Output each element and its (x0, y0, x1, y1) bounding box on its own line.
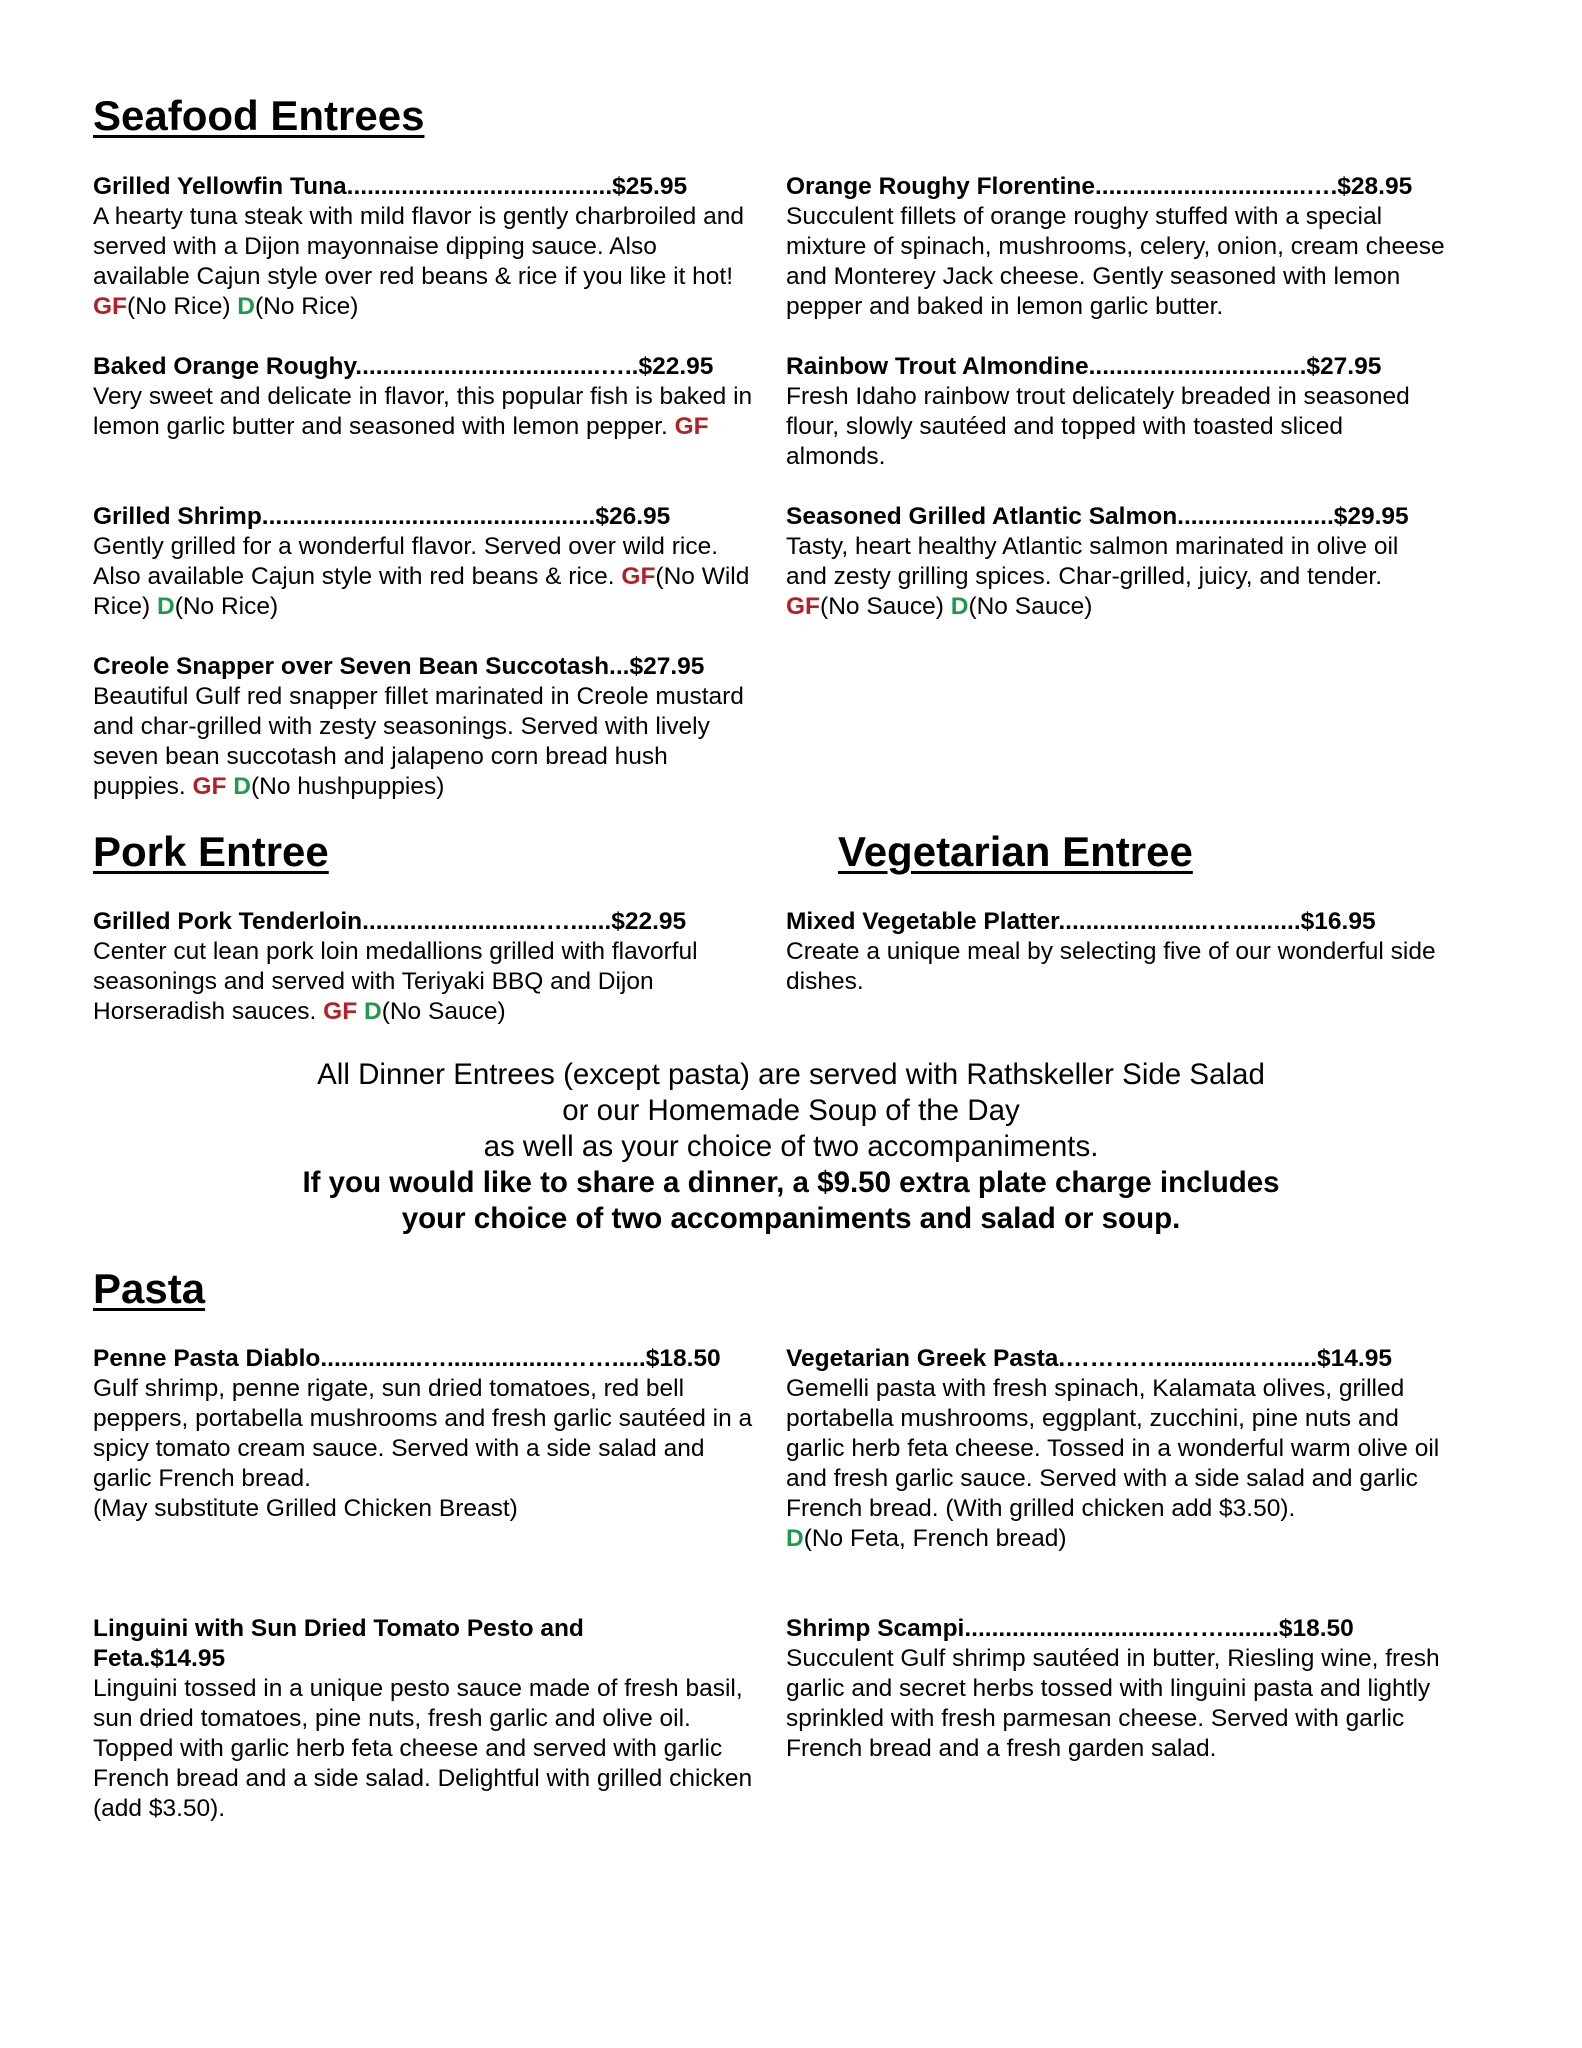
menu-item-penne-pasta-diablo (93, 1344, 753, 1524)
menu-item-grilled-pork-tenderloin (93, 907, 753, 1027)
item-title: Penne Pasta Diablo...............….................…….....$18.50 (93, 1345, 721, 1372)
item-title: Orange Roughy Florentine...............................….$28.95 (786, 173, 1413, 200)
item-title: Grilled Shrimp.................................................$26.95 (93, 503, 671, 530)
gluten-free-marker: GF (93, 293, 128, 320)
menu-item-creole-snapper (93, 652, 753, 802)
dairy-free-marker: D (156, 593, 175, 620)
menu-item-linguini-pesto-feta (93, 1614, 753, 1824)
seafood-heading: Seafood Entrees (93, 92, 425, 139)
dairy-free-marker: D (237, 293, 255, 320)
item-title: Linguini with Sun Dried Tomato Pesto and Feta.$14.95 (93, 1615, 584, 1672)
note-line: All Dinner Entrees (except pasta) are served with Rathskeller Side Salad (317, 1058, 1265, 1091)
gluten-free-marker: GF (323, 998, 358, 1025)
dairy-free-marker: D (950, 593, 969, 620)
dairy-free-marker: D (233, 773, 251, 800)
item-description: Fresh Idaho rainbow trout delicately breaded in seasoned flour, slowly sautéed and topped with toasted sliced almonds. (786, 383, 1410, 470)
item-title: Rainbow Trout Almondine................................$27.95 (786, 353, 1382, 380)
item-note: (May substitute Grilled Chicken Breast) (93, 1495, 518, 1522)
menu-item-atlantic-salmon (786, 502, 1446, 622)
menu-item-shrimp-scampi (786, 1614, 1446, 1764)
item-title: Shrimp Scampi...............................……........$18.50 (786, 1615, 1354, 1642)
item-title: Grilled Pork Tenderloin...........................…......$22.95 (93, 908, 687, 935)
dairy-free-marker: D (786, 1525, 804, 1552)
item-title: Creole Snapper over Seven Bean Succotash...$27.95 (93, 653, 705, 680)
item-description: A hearty tuna steak with mild flavor is gently charbroiled and served with a Dijon mayonnaise dipping sauce. Also available Cajun style over red beans & rice if you like it hot! GF(No Rice) D(No Rice) (93, 203, 744, 320)
pork-heading: Pork Entree (93, 828, 329, 875)
gluten-free-marker: GF (786, 593, 821, 620)
item-title: Vegetarian Greek Pasta.………….............…......$14.95 (786, 1345, 1392, 1372)
dairy-free-marker: D (363, 998, 382, 1025)
item-dietary: D(No Feta, French bread) (786, 1525, 1067, 1552)
vegetarian-heading: Vegetarian Entree (838, 828, 1193, 875)
item-title: Baked Orange Roughy....................................…..$22.95 (93, 353, 714, 380)
item-description: Linguini tossed in a unique pesto sauce made of fresh basil, sun dried tomatoes, pine nuts, fresh garlic and olive oil. Topped with garlic herb feta cheese and served with garlic French bread and a side salad. Delightful with grilled chicken (add $3.50). (93, 1675, 753, 1822)
dinner-entree-note (0, 1057, 1582, 1237)
pasta-heading: Pasta (93, 1265, 206, 1312)
item-title: Mixed Vegetable Platter......................…..........$16.95 (786, 908, 1376, 935)
menu-item-mixed-vegetable-platter (786, 907, 1446, 997)
item-description: Gulf shrimp, penne rigate, sun dried tomatoes, red bell peppers, portabella mushrooms and fresh garlic sautéed in a spicy tomato cream sauce. Served with a side salad and garlic French bread. (93, 1375, 753, 1492)
note-line-bold: your choice of two accompaniments and salad or soup. (401, 1202, 1181, 1235)
menu-item-grilled-yellowfin-tuna (93, 172, 753, 322)
item-description: Beautiful Gulf red snapper fillet marinated in Creole mustard and char-grilled with zesty seasonings. Served with lively seven bean succotash and jalapeno corn bread hush puppies. GF D(No hushpuppies) (93, 683, 744, 800)
menu-item-orange-roughy-florentine (786, 172, 1446, 322)
item-title: Seasoned Grilled Atlantic Salmon.......................$29.95 (786, 503, 1409, 530)
menu-item-grilled-shrimp (93, 502, 753, 622)
item-description: Gemelli pasta with fresh spinach, Kalamata olives, grilled portabella mushrooms, eggplant, zucchini, pine nuts and garlic herb feta cheese. Tossed in a wonderful warm olive oil and fresh garlic sauce. Served with a side salad and garlic French bread. (With grilled chicken add $3.50). (786, 1375, 1440, 1522)
item-description: Create a unique meal by selecting five of our wonderful side dishes. (786, 938, 1436, 995)
note-line-bold: If you would like to share a dinner, a $9.50 extra plate charge includes (302, 1166, 1280, 1199)
item-description: Very sweet and delicate in flavor, this popular fish is baked in lemon garlic butter and seasoned with lemon pepper. GF (93, 383, 753, 440)
item-title: Grilled Yellowfin Tuna.......................................$25.95 (93, 173, 688, 200)
item-description: Gently grilled for a wonderful flavor. Served over wild rice. Also available Cajun style with red beans & rice. GF(No Wild Rice) D(No Rice) (93, 533, 750, 620)
item-description: Succulent fillets of orange roughy stuffed with a special mixture of spinach, mushrooms, celery, onion, cream cheese and Monterey Jack cheese. Gently seasoned with lemon pepper and baked in lemon garlic butter. (786, 203, 1445, 320)
note-line: or our Homemade Soup of the Day (562, 1094, 1020, 1127)
gluten-free-marker: GF (192, 773, 227, 800)
menu-item-baked-orange-roughy (93, 352, 753, 442)
item-description: Center cut lean pork loin medallions grilled with flavorful seasonings and served with Teriyaki BBQ and Dijon Horseradish sauces. GF D(No Sauce) (93, 938, 698, 1025)
menu-item-vegetarian-greek-pasta (786, 1344, 1446, 1554)
note-line: as well as your choice of two accompaniments. (483, 1130, 1099, 1163)
gluten-free-marker: GF (621, 563, 656, 590)
item-description: Succulent Gulf shrimp sautéed in butter, Riesling wine, fresh garlic and secret herbs tossed with linguini pasta and lightly sprinkled with fresh parmesan cheese. Served with garlic French bread and a fresh garden salad. (786, 1645, 1440, 1762)
gluten-free-marker: GF (674, 413, 709, 440)
menu-item-rainbow-trout-almondine (786, 352, 1446, 472)
item-description: Tasty, heart healthy Atlantic salmon marinated in olive oil and zesty grilling spices. Char-grilled, juicy, and tender. GF(No Sauce) D(No Sauce) (786, 533, 1399, 620)
